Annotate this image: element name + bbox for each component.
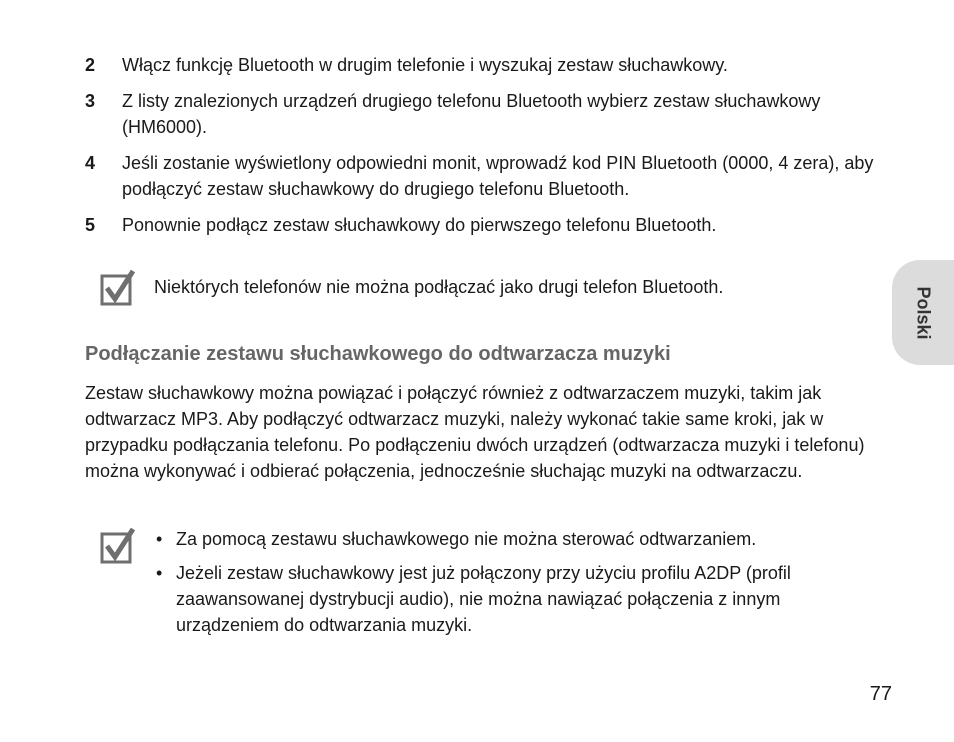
language-tab-label: Polski bbox=[913, 285, 934, 340]
step-number: 2 bbox=[85, 55, 96, 75]
note-text: Niektórych telefonów nie można podłączać jako drugi telefon Bluetooth. bbox=[154, 277, 724, 297]
note-bullet-list bbox=[156, 526, 856, 646]
section-paragraph: Zestaw słuchawkowy można powiązać i połączyć również z odtwarzaczem muzyki, takim jak odtwarzacz MP3. Aby podłączyć odtwarzacz muzyki, należy wykonać takie same kroki, jak w przypadku podłączania telefonu. Po podłączeniu dwóch urządzeń (odtwarzacza muzyki i telefonu) można wykonywać i odbierać połączenia, jednocześnie słuchając muzyki na odtwarzaczu. bbox=[85, 383, 865, 481]
note-box bbox=[100, 270, 854, 306]
bullet-marker: • bbox=[156, 563, 163, 583]
page-number: 77 bbox=[869, 683, 892, 705]
bullet-item bbox=[156, 560, 856, 638]
bullet-text: Jeżeli zestaw słuchawkowy jest już połączony przy użyciu profilu A2DP (profil zaawansowanej dystrybucji audio), nie można nawiązać połączenia z innym urządzeniem do odtwarzania muzyki. bbox=[176, 563, 791, 635]
step-item bbox=[85, 52, 875, 78]
step-item bbox=[85, 212, 875, 238]
step-text: Z listy znalezionych urządzeń drugiego telefonu Bluetooth wybierz zestaw słuchawkowy (HM6000). bbox=[122, 91, 821, 137]
note-box bbox=[100, 528, 856, 646]
step-number: 3 bbox=[85, 91, 96, 111]
step-number: 4 bbox=[85, 153, 96, 173]
checkbox-check-icon bbox=[100, 528, 136, 564]
step-item bbox=[85, 88, 875, 140]
language-tab bbox=[892, 260, 954, 365]
bullet-text: Za pomocą zestawu słuchawkowego nie można sterować odtwarzaniem. bbox=[176, 529, 757, 549]
bullet-item bbox=[156, 526, 856, 552]
section-heading: Podłączanie zestawu słuchawkowego do odtwarzacza muzyki bbox=[85, 343, 671, 365]
step-text: Włącz funkcję Bluetooth w drugim telefonie i wyszukaj zestaw słuchawkowy. bbox=[122, 55, 728, 75]
step-number: 5 bbox=[85, 215, 96, 235]
step-text: Jeśli zostanie wyświetlony odpowiedni monit, wprowadź kod PIN Bluetooth (0000, 4 zera), aby podłączyć zestaw słuchawkowy do drugiego telefonu Bluetooth. bbox=[122, 153, 874, 199]
step-text: Ponownie podłącz zestaw słuchawkowy do pierwszego telefonu Bluetooth. bbox=[122, 215, 717, 235]
numbered-steps bbox=[85, 52, 875, 248]
checkbox-check-icon bbox=[100, 270, 136, 306]
bullet-marker: • bbox=[156, 529, 163, 549]
step-item bbox=[85, 150, 875, 202]
